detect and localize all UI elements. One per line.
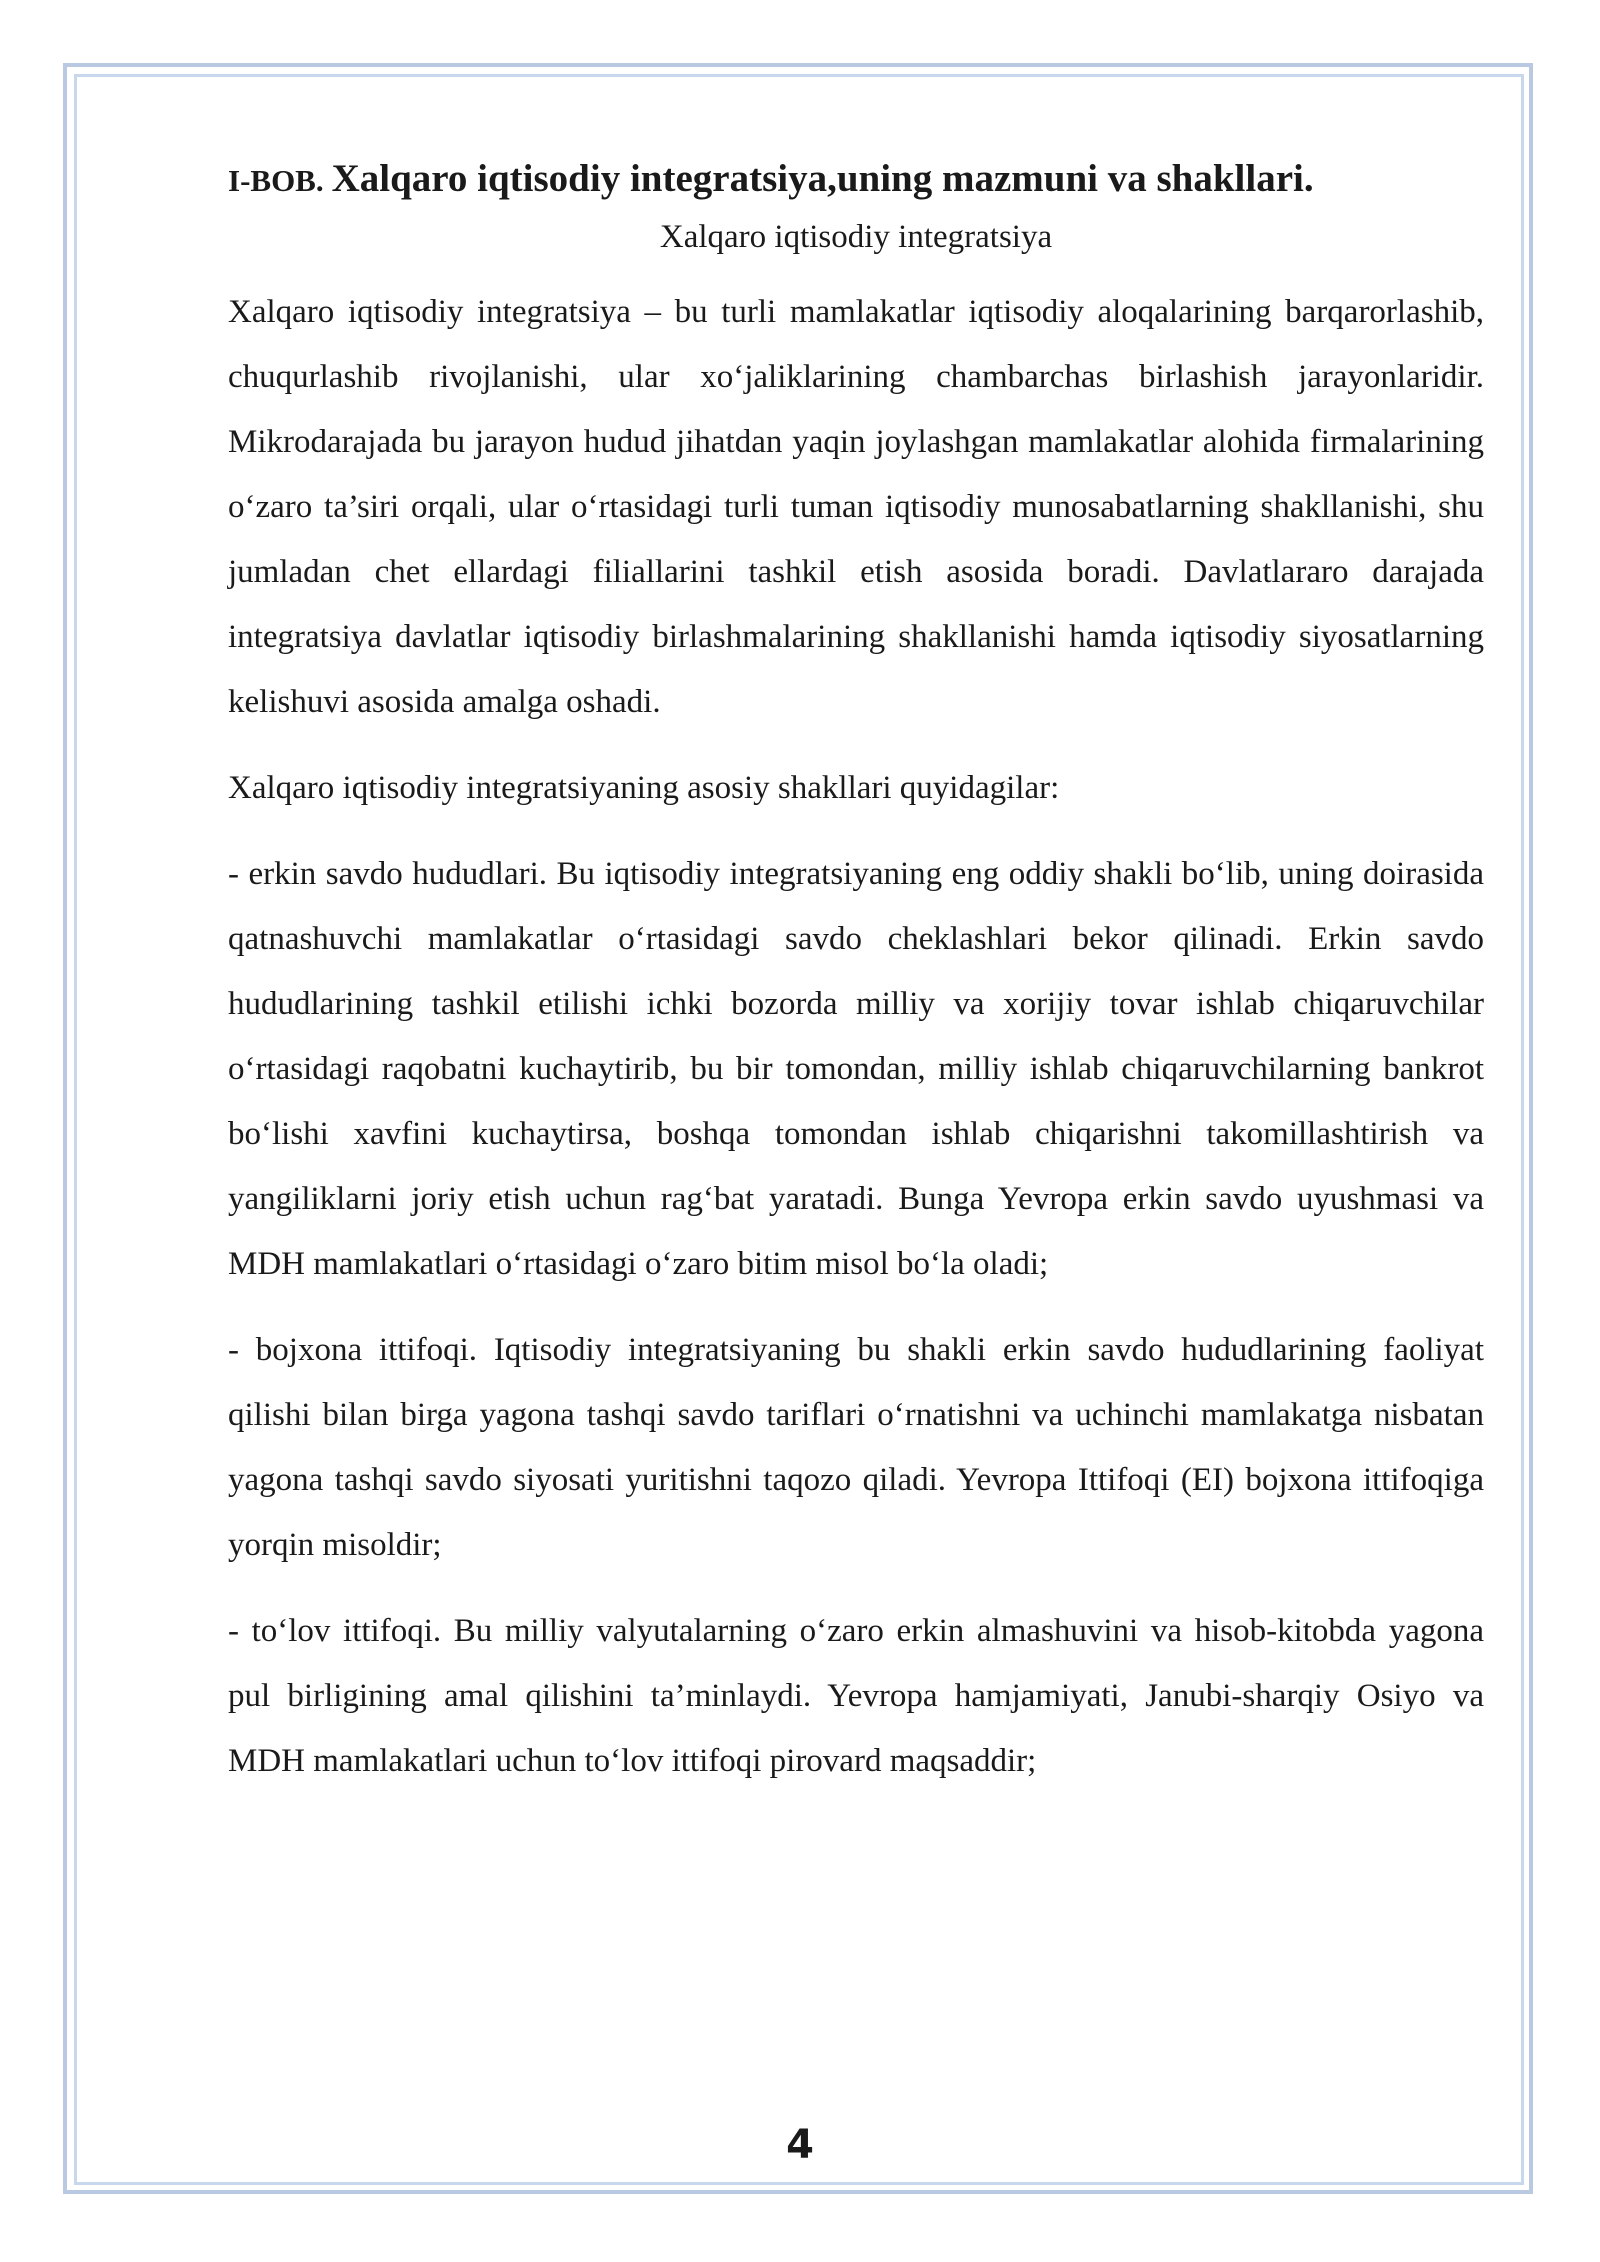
chapter-number: I-BOB. — [228, 163, 324, 198]
paragraph-customs-union: - bojxona ittifoqi. Iqtisodiy integratsiyaning bu shakli erkin savdo hududlarining faoliyat qilishi bilan birga yagona tashqi savdo tariflari o‘rnatishni va uchinchi mamlakatga nisbatan yagona tashqi savdo siyosati yuritishni taqozo qiladi. Yevropa Ittifoqi (EI) bojxona ittifoqiga yorqin misoldir; — [228, 1332, 1484, 1563]
page-number: 4 — [786, 2122, 814, 2168]
paragraph-definition: Xalqaro iqtisodiy integratsiya – bu turli mamlakatlar iqtisodiy aloqalarining barqarorlashib, chuqurlashib rivojlanishi, ular xo‘jaliklarining chambarchas birlashish jarayonlaridir. Mikrodarajada bu jarayon hudud jihatdan yaqin joylashgan mamlakatlar alohida firmalarining o‘zaro ta’siri orqali, ular o‘rtasidagi turli tuman iqtisodiy munosabatlarning shakllanishi, shu jumladan chet ellardagi filiallarini tashkil etish asosida boradi. Davlatlararo darajada integratsiya davlatlar iqtisodiy birlashmalarining shakllanishi hamda iqtisodiy siyosatlarning kelishuvi asosida amalga oshadi. — [228, 294, 1484, 720]
chapter-heading — [228, 150, 1484, 208]
chapter-title: Xalqaro iqtisodiy integratsiya,uning mazmuni va shakllari. — [331, 157, 1314, 200]
section-subtitle: Xalqaro iqtisodiy integratsiya — [659, 219, 1053, 255]
paragraph-forms-intro: Xalqaro iqtisodiy integratsiyaning asosiy shakllari quyidagilar: — [228, 770, 1060, 806]
page-content — [228, 150, 1484, 1794]
paragraph-payment-union: - to‘lov ittifoqi. Bu milliy valyutalarning o‘zaro erkin almashuvini va hisob-kitobda yagona pul birligining amal qilishini ta’minlaydi. Yevropa hamjamiyati, Janubi-sharqiy Osiyo va MDH mamlakatlari uchun to‘lov ittifoqi pirovard maqsaddir; — [228, 1613, 1484, 1779]
paragraph-free-trade: - erkin savdo hududlari. Bu iqtisodiy integratsiyaning eng oddiy shakli bo‘lib, uning doirasida qatnashuvchi mamlakatlar o‘rtasidagi savdo cheklashlari bekor qilinadi. Erkin savdo hududlarining tashkil etilishi ichki bozorda milliy va xorijiy tovar ishlab chiqaruvchilar o‘rtasidagi raqobatni kuchaytirib, bu bir tomondan, milliy ishlab chiqaruvchilarning bankrot bo‘lishi xavfini kuchaytirsa, boshqa tomondan ishlab chiqarishni takomillashtirish va yangiliklarni joriy etish uchun rag‘bat yaratadi. Bunga Yevropa erkin savdo uyushmasi va MDH mamlakatlari o‘rtasidagi o‘zaro bitim misol bo‘la oladi; — [228, 856, 1484, 1282]
